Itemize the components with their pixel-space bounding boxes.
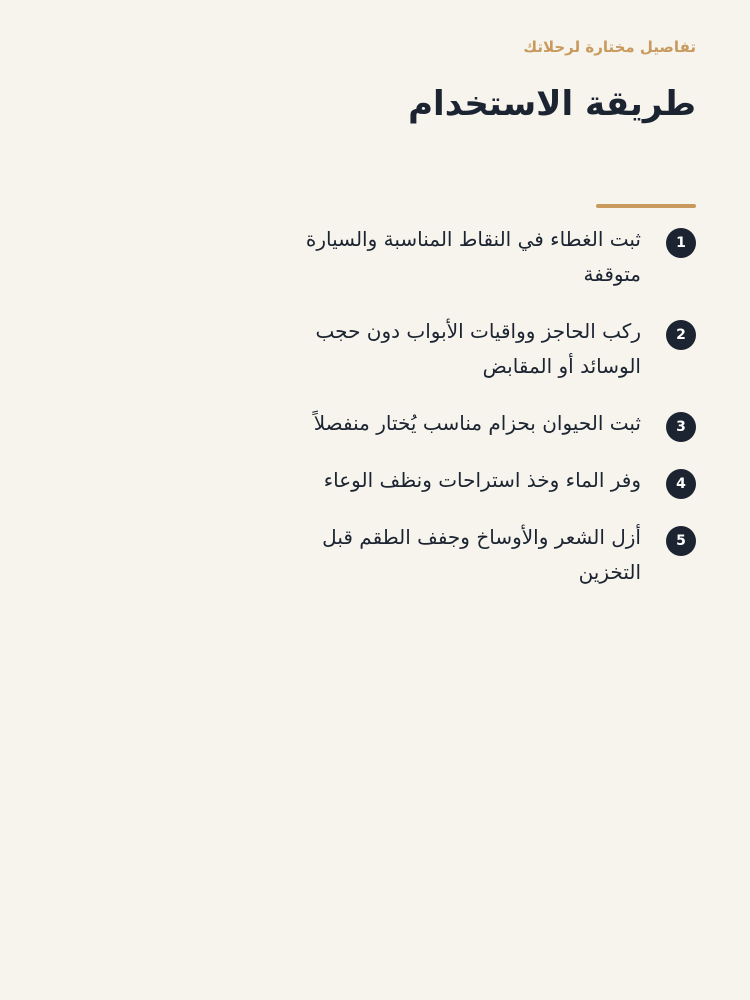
step-item-4 (301, 463, 696, 498)
step-text: ثبت الحيوان بحزام مناسب يُختار منفصلاً (313, 411, 641, 435)
step-number-badge: 4 (666, 469, 696, 499)
step-number-badge: 1 (666, 228, 696, 258)
step-text: ركب الحاجز وواقيات الأبواب دون حجب الوسائد أو المقابض (315, 319, 641, 378)
step-item-5 (301, 520, 696, 590)
step-item-1 (301, 222, 696, 292)
step-number-badge: 3 (666, 412, 696, 442)
step-text: ثبت الغطاء في النقاط المناسبة والسيارة متوقفة (305, 227, 641, 286)
step-text: أزل الشعر والأوساخ وجفف الطقم قبل التخزين (322, 525, 641, 584)
step-number-badge: 2 (666, 320, 696, 350)
step-text: وفر الماء وخذ استراحات ونظف الوعاء (323, 468, 641, 492)
step-item-3 (301, 406, 696, 441)
eyebrow-subtitle: تفاصيل مختارة لرحلاتك (523, 38, 696, 56)
step-item-2 (301, 314, 696, 384)
page-title: طريقة الاستخدام (408, 84, 696, 124)
step-number-badge: 5 (666, 526, 696, 556)
steps-list (301, 222, 696, 612)
accent-divider (596, 204, 696, 208)
